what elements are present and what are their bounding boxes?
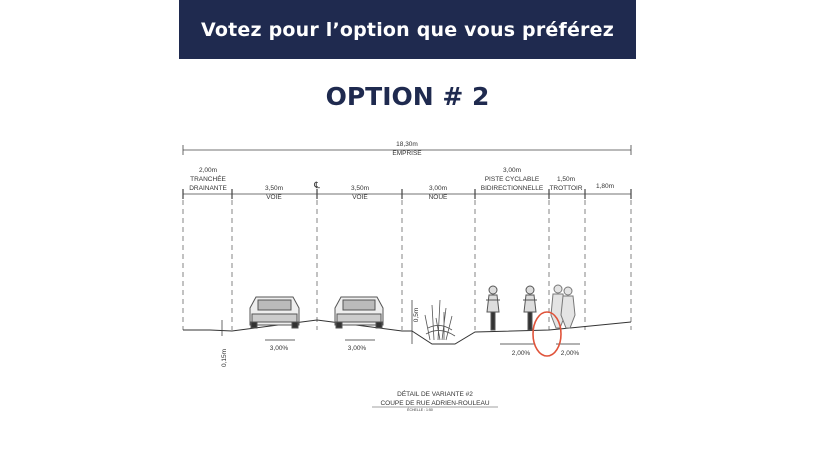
section-label: DRAINANTE: [189, 185, 227, 192]
section-label: VOIE: [352, 194, 368, 201]
slope-label: 2,00%: [560, 350, 580, 357]
section-width: 3,00m: [428, 185, 448, 192]
section-label: TROTTOIR: [549, 185, 583, 192]
car-icon: [335, 297, 383, 328]
car-icon: [250, 297, 299, 328]
vegetation-icon: [425, 300, 455, 340]
slope-label: 3,00%: [269, 345, 289, 352]
highlight-circle: [533, 312, 561, 356]
slope-label: 3,00%: [347, 345, 367, 352]
depth-dimension: 0,5m: [413, 307, 420, 323]
emprise-width: 18,30m: [396, 141, 418, 148]
caption-line-2: COUPE DE RUE ADRIEN-ROULEAU: [380, 400, 490, 407]
section-width: 3,50m: [350, 185, 370, 192]
option-title: OPTION # 2: [325, 82, 490, 111]
section-label: BIDIRECTIONNELLE: [480, 185, 544, 192]
caption-line-1: DÉTAIL DE VARIANTE #2: [397, 391, 473, 398]
pedestrian-icon: [551, 285, 575, 328]
section-width: 3,50m: [264, 185, 284, 192]
banner-text: Votez pour l’option que vous préférez: [201, 18, 614, 41]
section-label: VOIE: [266, 194, 282, 201]
section-width: 1,80m: [595, 183, 615, 190]
centerline-icon: ℄: [314, 180, 320, 190]
depth-dimension: 0,15m: [221, 348, 228, 368]
caption-scale: ÉCHELLE : 1:50: [407, 408, 433, 412]
cyclist-icon: [486, 286, 500, 330]
section-label: PISTE CYCLABLE: [484, 176, 540, 183]
section-label: TRANCHÉE: [190, 176, 226, 183]
section-width: 1,50m: [556, 176, 576, 183]
section-width: 2,00m: [198, 167, 218, 174]
emprise-label: EMPRISE: [392, 150, 422, 157]
section-label: NOUE: [428, 194, 448, 201]
section-width: 3,00m: [502, 167, 522, 174]
slope-label: 2,00%: [511, 350, 531, 357]
